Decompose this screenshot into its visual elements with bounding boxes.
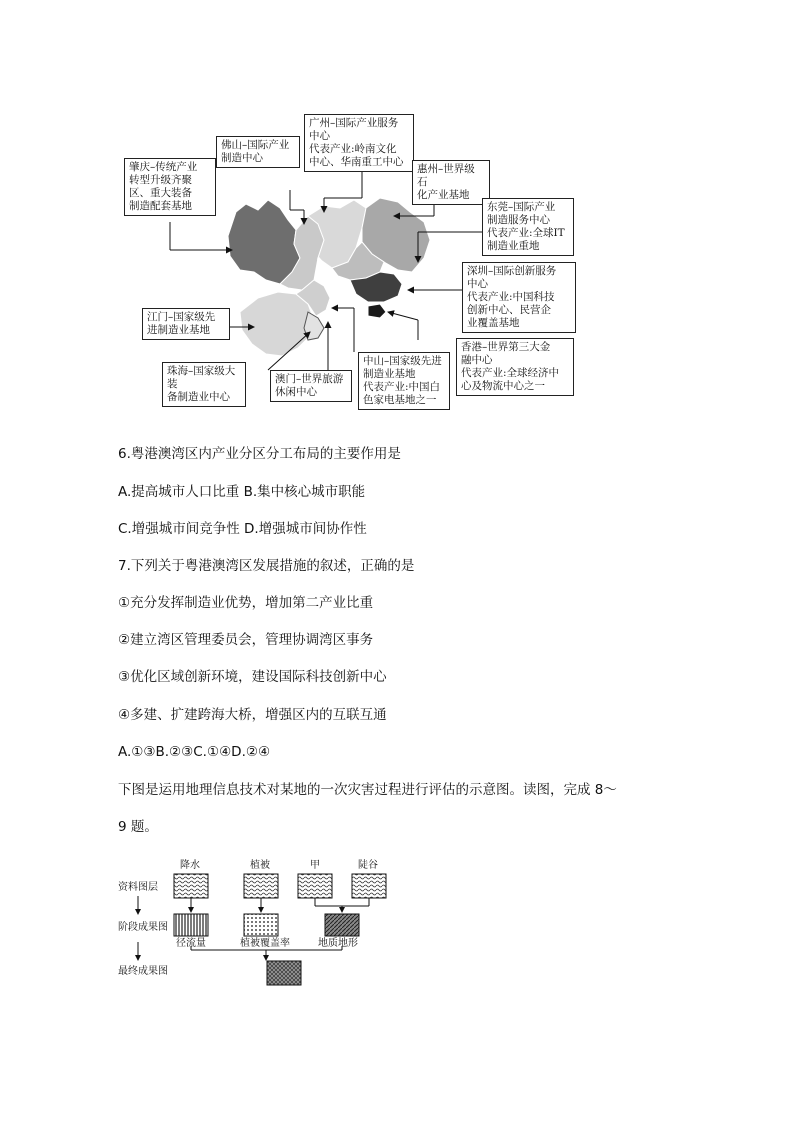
stage-cover-box	[244, 914, 278, 936]
stage-geo-box	[325, 914, 359, 936]
row-label-final: 最终成果图	[118, 966, 168, 977]
layer-slope-label: 陡谷	[358, 860, 378, 871]
question-6-options-ab: A.提高城市人口比重 B.集中核心城市职能	[118, 484, 366, 500]
region-zhuhai	[304, 312, 324, 340]
final-result-box	[267, 961, 301, 985]
intro-text-line1: 下图是运用地理信息技术对某地的一次灾害过程进行评估的示意图。读图，完成 8～	[118, 782, 617, 798]
stage-runoff-box	[174, 914, 208, 936]
gis-flow-diagram	[118, 856, 418, 996]
gba-industry-map	[118, 112, 578, 412]
stage-geo-label: 地质地形	[318, 938, 358, 949]
label-zhuhai: 珠海–国家级大装 备制造业中心	[162, 362, 246, 407]
label-hongkong: 香港–世界第三大金 融中心 代表产业:全球经济中 心及物流中心之一	[456, 338, 574, 396]
question-7-item-3: ③优化区域创新环境，建设国际科技创新中心	[118, 669, 387, 685]
row-label-data: 资料图层	[118, 882, 158, 893]
label-huizhou: 惠州–世界级石 化产业基地	[412, 160, 490, 205]
label-guangzhou: 广州–国际产业服务 中心 代表产业:岭南文化 中心、华南重工中心	[304, 114, 414, 172]
layer-jia-label: 甲	[310, 860, 320, 871]
layer-veg-box	[244, 874, 278, 898]
label-zhongshan: 中山–国家级先进 制造业基地 代表产业:中国白 色家电基地之一	[358, 352, 450, 410]
region-hongkong	[368, 304, 386, 318]
label-zhaoqing: 肇庆–传统产业 转型升级齐聚 区、重大装备 制造配套基地	[124, 158, 216, 216]
intro-text-line2: 9 题。	[118, 819, 158, 835]
layer-veg-label: 植被	[250, 860, 270, 871]
region-zhaoqing	[228, 200, 300, 284]
label-macau: 澳门–世界旅游 休闲中心	[270, 370, 352, 402]
row-label-stage: 阶段成果图	[118, 922, 168, 933]
layer-rain-label: 降水	[180, 860, 200, 871]
label-shenzhen: 深圳–国际创新服务 中心 代表产业:中国科技 创新中心、民营企 业覆盖基地	[462, 262, 576, 333]
label-jiangmen: 江门–国家级先 进制造业基地	[142, 308, 230, 340]
question-7-item-1: ①充分发挥制造业优势，增加第二产业比重	[118, 595, 374, 611]
question-7-item-2: ②建立湾区管理委员会，管理协调湾区事务	[118, 632, 374, 648]
question-7: 7.下列关于粤港澳湾区发展措施的叙述，正确的是	[118, 558, 415, 574]
question-6: 6.粤港澳湾区内产业分区分工布局的主要作用是	[118, 446, 401, 462]
label-foshan: 佛山–国际产业 制造中心	[216, 136, 300, 168]
question-6-options-cd: C.增强城市间竞争性 D.增强城市间协作性	[118, 521, 367, 537]
stage-runoff-label: 径流量	[176, 938, 206, 949]
layer-slope-box	[352, 874, 386, 898]
layer-rain-box	[174, 874, 208, 898]
label-dongguan: 东莞–国际产业 制造服务中心 代表产业:全球IT 制造业重地	[482, 198, 574, 256]
question-7-options: A.①③B.②③C.①④D.②④	[118, 744, 271, 760]
layer-jia-box	[298, 874, 332, 898]
region-jiangmen	[240, 292, 314, 356]
question-7-item-4: ④多建、扩建跨海大桥，增强区内的互联互通	[118, 707, 387, 723]
stage-cover-label: 植被覆盖率	[240, 938, 290, 949]
